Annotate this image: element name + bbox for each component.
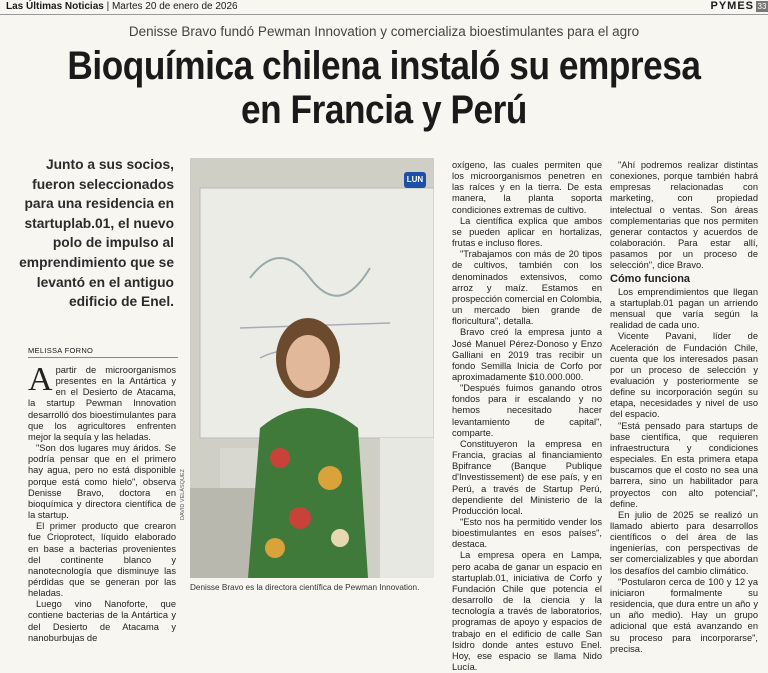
- paragraph: "Esto nos ha permitido vender los bioestimulantes en esos países", destaca.: [452, 517, 602, 550]
- byline: MELISSA FORNO: [28, 346, 178, 358]
- paragraph: "Trabajamos con más de 20 tipos de cultivos, también con los denominados extensivos, como arroz y maíz. Estamos en prospección comercial en Colombia, un mercado bien grande de floricultura", detalla.: [452, 249, 602, 327]
- paragraph: La empresa opera en Lampa, pero acaba de ganar un espacio en startuplab.01, iniciativa de Corfo y Fundación Chile que potencia el desarrollo de la ciencia y la tecnología a través de laboratorios, programas de apoyo y espacios de trabajo en el edificio de calle San Isidro donde antes estuvo Enel. Hoy, ese espacio se llama Nido Lucía.: [452, 550, 602, 673]
- kicker: Denisse Bravo fundó Pewman Innovation y comercializa bioestimulantes para el agro: [128, 24, 640, 39]
- photo-credit: DAVID VELÁSQUEZ: [180, 469, 186, 520]
- subheading: Cómo funciona: [610, 272, 691, 285]
- paragraph: "Son dos lugares muy áridos. Se podría pensar que en el primero hay agua, pero no está disponible porque está como hielo", observa Denisse Bravo, doctora en bioquímica y directora científica de la startup.: [28, 443, 176, 521]
- lun-logo-badge: LUN: [404, 172, 426, 188]
- paragraph: "Después fuimos ganando otros fondos para ir escalando y no hemos necesitado hacer levantamiento de capital", comparte.: [452, 383, 602, 438]
- masthead-bar: [0, 0, 768, 15]
- paragraph: "Ahí podremos realizar distintas conexiones, porque también habrá empresas relacionadas con marketing, con propiedad intelectual o ventas. Son áreas complementarias que nos permiten generar contactos y acuerdos de colaboración. Para estar allí, pasamos por un proceso de selección", dice Bravo.: [610, 160, 758, 271]
- article-column-3: [452, 160, 602, 673]
- paragraph: En julio de 2025 se realizó un llamado abierto para desarrollos científicos o del área de las ingenierías, con perspectivas de ser comercializables y que abordan los desafíos del cambio climático.: [610, 509, 758, 576]
- paragraph: oxígeno, las cuales permiten que los microorganismos penetren en las raíces y en la tierra. De esta manera, la planta soporta condiciones extremas de cultivo.: [452, 160, 602, 215]
- paragraph: Constituyeron la empresa en Francia, gracias al financiamiento Bpifrance (Banque Publique d'Investissement) de ese país, y en Perú, a través de Startup Perú, dependiente del Ministerio de la Producción local.: [452, 438, 602, 516]
- article-column-1: [28, 361, 176, 644]
- photo-caption: Denisse Bravo es la directora científica de Pewman Innovation.: [190, 583, 420, 592]
- portrait-photo: [190, 158, 434, 578]
- section-name: PYMES: [710, 0, 754, 12]
- paragraph: El primer producto que crearon fue Crioprotect, líquido elaborado en base a bacterias provenientes del continente blanco y nanotecnología que disminuye las pérdidas que se generan por las heladas.: [28, 521, 176, 599]
- paragraph: Los emprendimientos que llegan a startuplab.01 pagan un arriendo mensual que varía según la realidad de cada uno.: [610, 286, 758, 331]
- paragraph: "Está pensado para startups de base científica, que requieren infraestructura y condiciones especiales. En esta primera etapa buscamos que el costo no sea una barrera, sino un habilitador para proyectos con alto potencial", define.: [610, 420, 758, 509]
- paragraph: La científica explica que ambos se pueden aplicar en hortalizas, frutas e incluso flores.: [452, 215, 602, 249]
- masthead: Las Últimas Noticias | Martes 20 de enero de 2026: [6, 1, 238, 12]
- photo-illustration: [190, 158, 434, 578]
- article-column-4: [610, 160, 758, 655]
- lead-paragraph: Junto a sus socios, fueron seleccionados para una residencia en startuplab.01, el nuevo polo de impulso al emprendimiento que se levantó en el antiguo edificio de Enel.: [19, 157, 174, 310]
- headline: Bioquímica chilena instaló su empresa en Francia y Perú: [67, 44, 701, 132]
- newspaper-name: Las Últimas Noticias: [6, 1, 104, 12]
- issue-date: Martes 20 de enero de 2026: [111, 1, 238, 12]
- paragraph: Bravo creó la empresa junto a José Manuel Pérez-Donoso y Enzo Galliani en 2019 tras recibir un fondo Semilla Inicia de Corfo por aproximadamente $10.000.000.: [452, 327, 602, 382]
- paragraph: "Postularon cerca de 100 y 12 ya iniciaron formalmente su residencia, que dura entre un año y un año medio). Hay un grupo adicional que está avanzando en su proceso para incorporarse", precisa.: [610, 576, 758, 654]
- page-number: 33: [757, 2, 767, 11]
- paragraph: Luego vino Nanoforte, que contiene bacterias de la Antártica y del Desierto de Atacama y nanoburbujas de: [28, 599, 176, 643]
- drop-cap: A: [28, 361, 53, 398]
- paragraph: Apartir de microorganismos presentes en la Antártica y en el Desierto de Atacama, la startup Pewman Innovation desarrolló dos bioestimulantes para que los agricultores enfrenten mejor la sequía y las heladas.: [28, 361, 176, 442]
- paragraph: Vicente Pavani, líder de Aceleración de Fundación Chile, cuenta que los interesados pasan por un proceso de selección y evaluación y posteriormente se define su incorporación según su etapa, necesidades y nivel de uso del espacio.: [610, 331, 758, 420]
